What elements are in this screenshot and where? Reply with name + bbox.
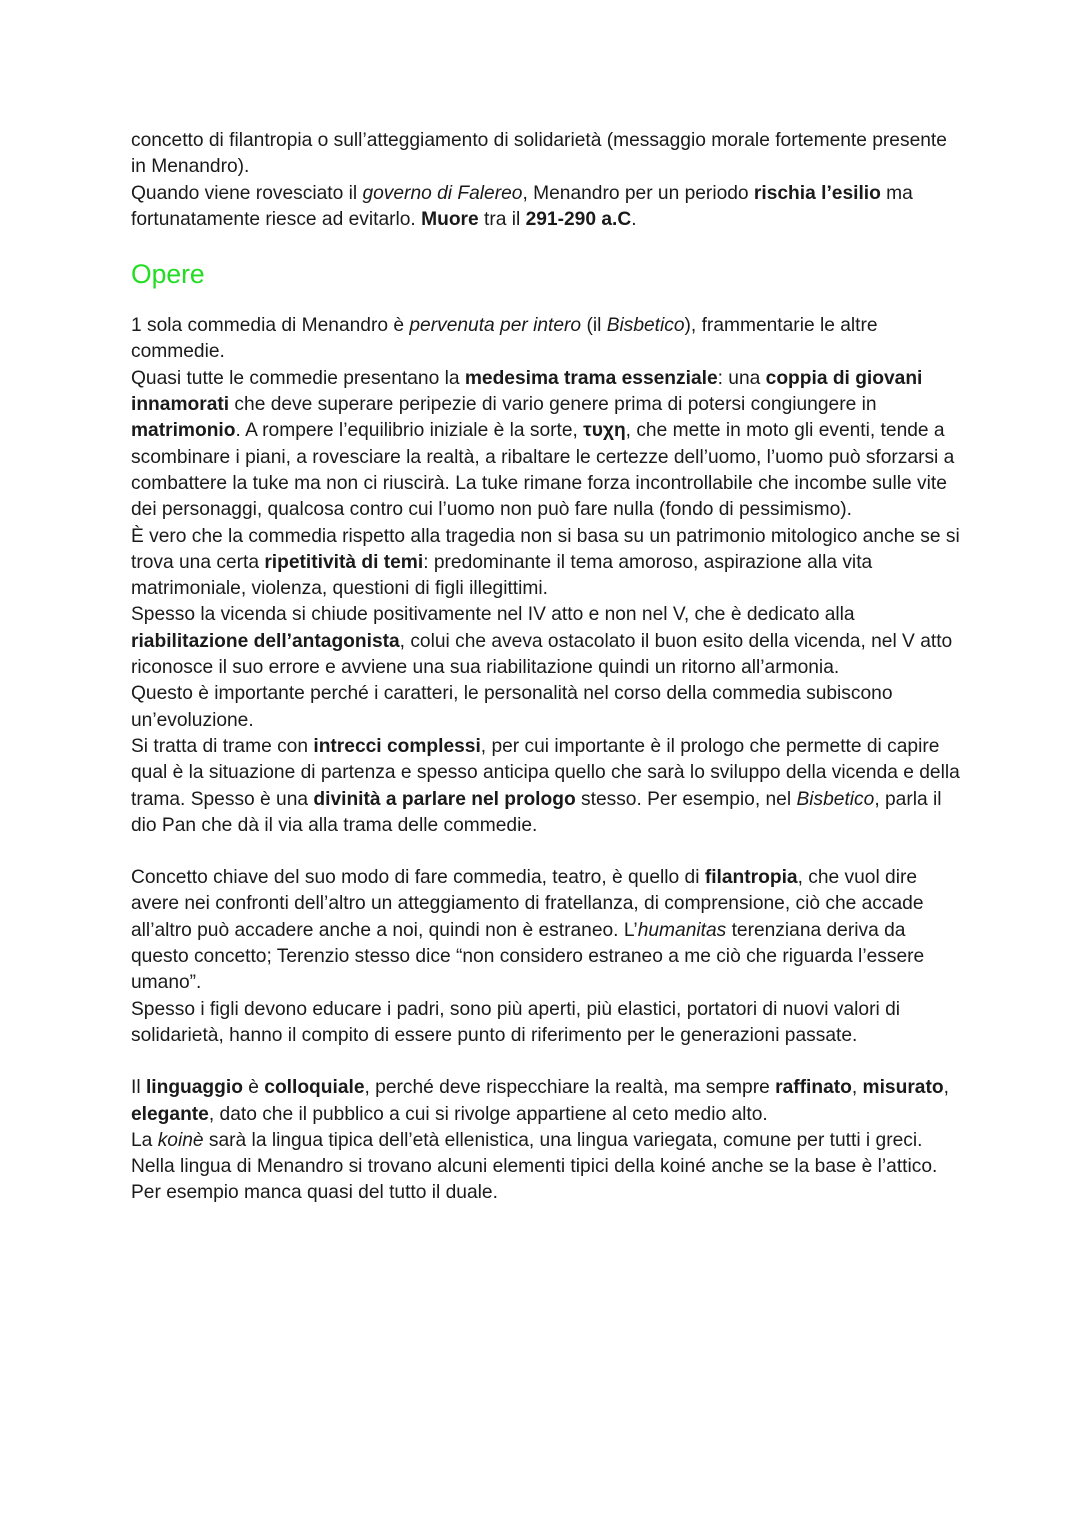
bold-text: raffinato (775, 1077, 852, 1099)
text-run: terenziana deriva da questo concetto; Terenzio stesso dice “non considero estraneo a me ciò che riguarda l’essere umano”. (131, 919, 925, 994)
bold-text: Muore (421, 208, 479, 230)
text-run: , dato che il pubblico a cui si rivolge appartiene al ceto medio alto. (208, 1103, 768, 1125)
text-run: La (131, 1129, 158, 1151)
text-run: , (851, 1077, 863, 1099)
text-run: Questo è importante perché i caratteri, le personalità nel corso della commedia subiscono un’evoluzione. (131, 683, 893, 731)
linguaggio-block (131, 1075, 961, 1206)
text-run: Spesso la vicenda si chiude positivamente nel IV atto e non nel V, che è dedicato alla (131, 604, 855, 626)
text-run: Spesso i figli devono educare i padri, sono più aperti, più elastici, portatori di nuovi valori di solidarietà, hanno il compito di essere punto di riferimento per le generazioni passate. (131, 998, 900, 1046)
italic-text: humanitas (637, 919, 727, 941)
italic-text: Bisbetico (796, 788, 875, 810)
text-run: stesso. Per esempio, nel (575, 788, 797, 810)
spacer (131, 291, 961, 313)
text-run: Si tratta di trame con (131, 735, 314, 757)
text-run: . (631, 208, 637, 230)
text-run: 1 sola commedia di Menandro è (131, 315, 410, 337)
text-run: , parla il dio Pan che dà il via alla trama delle commedie. (131, 788, 942, 836)
text-run: ma fortunatamente riesce ad evitarlo. (131, 182, 913, 230)
italic-text: Bisbetico (606, 315, 685, 337)
bold-text: coppia di giovani innamorati (131, 367, 923, 416)
text-run: , che vuol dire avere nei confronti dell’altro un atteggiamento di fratellanza, di comprensione, ciò che accade all’altro può accadere anche a noi, quindi non è estraneo. L’ (131, 867, 924, 941)
bold-text: colloquiale (264, 1077, 365, 1099)
text-run: , (943, 1077, 949, 1099)
text-run: è (242, 1077, 265, 1099)
opere-paragraph (131, 313, 961, 366)
text-run: , Menandro per un periodo (522, 182, 754, 204)
text-run: Concetto chiave del suo modo di fare commedia, teatro, è quello di (131, 867, 705, 889)
spacer (131, 233, 961, 257)
opere-paragraph (131, 366, 961, 524)
italic-text: governo di Falereo (362, 182, 523, 204)
italic-text: pervenuta per intero (409, 315, 582, 337)
text-run: Quando viene rovesciato il (131, 182, 363, 204)
bold-text: linguaggio (145, 1077, 243, 1099)
bold-text: 291-290 a.C (525, 208, 632, 230)
intro-block (131, 128, 961, 233)
text-run: , perché deve rispecchiare la realtà, ma sempre (364, 1077, 776, 1099)
linguaggio-paragraph (131, 1075, 961, 1128)
text-run: sarà la lingua tipica dell’età ellenistica, una lingua variegata, comune per tutti i greci. Nella lingua di Menandro si trovano alcuni elementi tipici della koiné anche se la base è l’attico. Per esempio manca quasi del tutto il duale. (131, 1129, 938, 1204)
intro-paragraph (131, 181, 961, 234)
bold-text: divinità a parlare nel prologo (313, 788, 576, 810)
text-run: . A rompere l’equilibrio iniziale è la sorte, (235, 420, 584, 442)
opere-paragraph (131, 681, 961, 734)
opere-paragraph (131, 524, 961, 603)
text-run: ), frammentarie le altre commedie. (131, 315, 878, 363)
spacer (131, 839, 961, 865)
opere-block (131, 313, 961, 839)
document-page (131, 128, 961, 1207)
section-heading-opere: Opere (131, 259, 205, 290)
filantropia-paragraph (131, 865, 961, 996)
text-run: , per cui importante è il prologo che permette di capire qual è la situazione di partenza e spesso anticipa quello che sarà lo sviluppo della vicenda e della trama. Spesso è una (131, 735, 960, 810)
italic-text: koinè (157, 1129, 204, 1151)
spacer (131, 1049, 961, 1075)
bold-text: intrecci complessi (313, 735, 481, 757)
bold-text: rischia l’esilio (753, 182, 881, 204)
text-run: , colui che aveva ostacolato il buon esito della vicenda, nel V atto riconosce il suo errore e avviene una sua riabilitazione quindi un ritorno all’armonia. (131, 630, 953, 679)
text-run: (il (581, 315, 607, 337)
filantropia-block (131, 865, 961, 1049)
bold-text: misurato (862, 1077, 944, 1099)
linguaggio-paragraph (131, 1128, 961, 1207)
text-run: È vero che la commedia rispetto alla tragedia non si basa su un patrimonio mitologico anche se si trova una certa (131, 525, 960, 573)
text-run: concetto di filantropia o sull’atteggiamento di solidarietà (messaggio morale fortemente presente in Menandro). (131, 130, 947, 178)
text-run: Quasi tutte le commedie presentano la (131, 367, 465, 389)
bold-text: matrimonio (131, 420, 236, 442)
bold-text: filantropia (704, 867, 798, 889)
text-run: : predominante il tema amoroso, aspirazione alla vita matrimoniale, violenza, questioni di figli illegittimi. (131, 551, 873, 600)
bold-text: riabilitazione dell’antagonista (131, 630, 400, 652)
bold-text: ripetitività di temi (264, 551, 424, 573)
bold-text: medesima trama essenziale (464, 367, 718, 389)
text-run: Il (131, 1077, 146, 1099)
bold-text: elegante (131, 1103, 209, 1125)
text-run: tra il (478, 208, 526, 230)
text-run: : una (717, 367, 766, 389)
opere-paragraph (131, 602, 961, 681)
text-run: , che mette in moto gli eventi, tende a scombinare i piani, a rovesciare la realtà, a ribaltare le certezze dell’uomo, l’uomo può sforzarsi a combattere la tuke ma non ci riuscirà. La tuke rimane forza incontrollabile che incombe sulle vite dei personaggi, qualcosa contro cui l’uomo non può fare nulla (fondo di pessimismo). (131, 420, 955, 521)
opere-paragraph (131, 734, 961, 839)
intro-paragraph (131, 128, 961, 181)
bold-text: τυχη (583, 420, 626, 442)
filantropia-paragraph (131, 997, 961, 1050)
text-run: che deve superare peripezie di vario genere prima di potersi congiungere in (229, 394, 877, 416)
